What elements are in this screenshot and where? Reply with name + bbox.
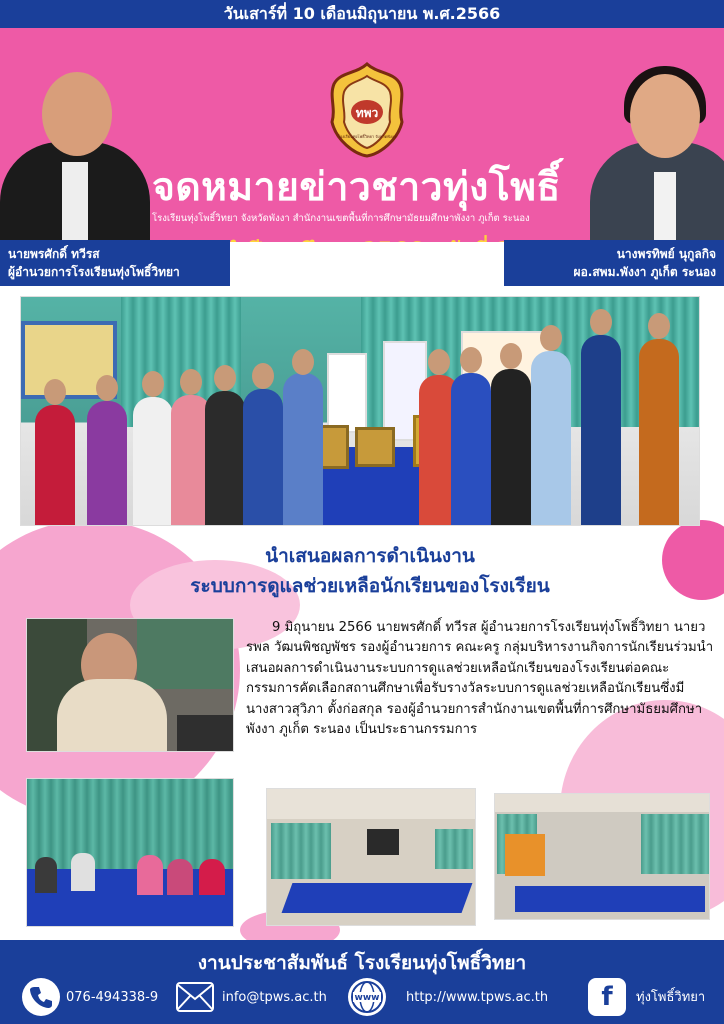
www-label: www — [354, 993, 380, 1003]
decor-circle — [662, 520, 724, 600]
facebook-page[interactable]: ทุ่งโพธิ์วิทยา — [636, 990, 706, 1005]
footer-title: งานประชาสัมพันธ์ โรงเรียนทุ่งโพธิ์วิทยา — [197, 952, 527, 974]
date-banner: วันเสาร์ที่ 10 เดือนมิถุนายน พ.ศ.2566 — [0, 0, 724, 28]
district-director-name-tag — [504, 240, 724, 286]
facebook-icon: f — [588, 978, 626, 1016]
director-name-tag — [0, 240, 230, 286]
article-title-line2: ระบบการดูแลช่วยเหลือนักเรียนของโรงเรียน — [190, 575, 550, 597]
meeting-photo-left — [26, 778, 234, 927]
globe-icon — [348, 978, 386, 1016]
director-position: ผู้อำนวยการโรงเรียนทุ่งโพธิ์วิทยา — [8, 265, 180, 279]
logo-caption: โรงเรียนทุ่งโพธิ์วิทยา จังหวัดพังงา — [338, 134, 396, 139]
school-logo — [326, 62, 408, 158]
district-director-name: นางพรทิพย์ นุกูลกิจ — [616, 247, 716, 261]
website-link[interactable]: http://www.tpws.ac.th — [406, 990, 549, 1005]
logo-text: ทพว — [355, 106, 379, 120]
article-body-text: 9 มิถุนายน 2566 นายพรศักดิ์ ทวีรส ผู้อำนวยการโรงเรียนทุ่งโพธิ์วิทยา นายวรพล วัฒนพิชญพัชร รองผู้อำนวยการ คณะครู กลุ่มบริหารงานกิจการนักเรียนร่วมนำเสนอผลการดำเนินงานระบบการดูแลช่วยเหลือนักเรียนของโรงเรียนต่อคณะกรรมการคัดเลือกสถานศึกษาเพื่อรับรางวัลระบบการดูแลช่วยเหลือนักเรียนซึ่งมีนางสาวสุวิภา ตั้งก่อสกุล รองผู้อำนวยการสำนักงานเขตพื้นที่การศึกษามัธยมศึกษา พังงา ภูเก็ต ระนอง เป็นประธานกรรมการ — [246, 620, 714, 738]
director-name: นายพรศักดิ์ ทวีรส — [8, 247, 100, 261]
meeting-photo-center — [266, 788, 476, 926]
email-icon — [176, 982, 214, 1012]
email-address[interactable]: info@tpws.ac.th — [222, 990, 327, 1005]
meeting-photo-right — [494, 793, 710, 920]
phone-icon — [22, 978, 60, 1016]
district-director-position: ผอ.สพม.พังงา ภูเก็ต ระนอง — [573, 265, 716, 279]
newsletter-title: จดหมายข่าวชาวทุ่งโพธิ์ — [152, 165, 561, 210]
phone-number[interactable]: 076-494338-9 — [66, 990, 159, 1005]
article-body — [246, 618, 714, 740]
group-photo — [20, 296, 700, 526]
presenter-photo — [26, 618, 234, 752]
article-title-line1: นำเสนอผลการดำเนินงาน — [265, 545, 475, 567]
newsletter-subtitle: โรงเรียนทุ่งโพธิ์วิทยา จังหวัดพังงา สำนักงานเขตพื้นที่การศึกษามัธยมศึกษาพังงา ภูเก็ต ระนอง — [152, 213, 530, 224]
